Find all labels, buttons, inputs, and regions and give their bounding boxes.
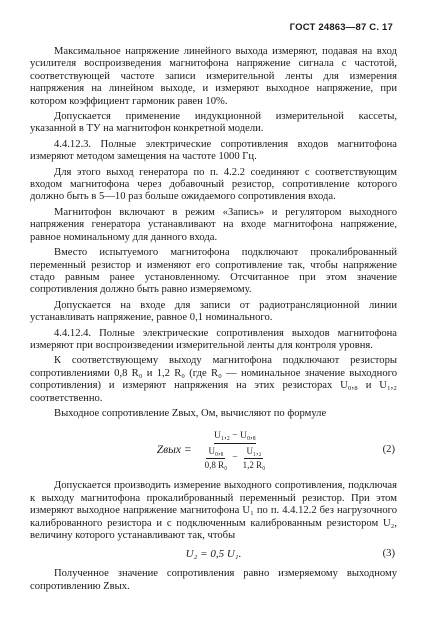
formula-output-impedance	[30, 426, 397, 474]
subfraction-numerator: U₀,₈	[206, 445, 225, 458]
paragraph: Для этого выход генератора по п. 4.2.2 соединяют с соответствующим входом магнитофона через добавочный резистор, сопротивление которого должно быть в 5—10 раз больше ожидаемого сопротивления входа.	[30, 166, 397, 203]
formula-voltage-ratio	[30, 548, 397, 562]
equation-number: (2)	[382, 444, 395, 456]
document-body	[30, 46, 397, 596]
subfraction-denominator: 0,8 R₀	[204, 459, 228, 470]
formula-lhs: Zвых =	[156, 444, 192, 457]
subfraction-numerator: U₁,₂	[244, 445, 263, 458]
formula-expression: U₂ = 0,5 U₁.	[185, 548, 242, 561]
formula-numerator: U₁,₂ − U₀,₈	[214, 430, 256, 444]
paragraph: Допускается на входе для записи от радиотрансляционной линии устанавливать напряжение, равное 0,1 номинального.	[30, 299, 397, 324]
paragraph: Вместо испытуемого магнитофона подключают прокалиброванный переменный резистор и изменяют его сопротивление так, чтобы напряжение стадо равным ранее установленному. Отсчитанное при этом значение сопротивления должно быть равно измеряемому.	[30, 247, 397, 296]
subfraction-denominator: 1,2 R₀	[242, 459, 266, 470]
paragraph: Магнитофон включают в режим «Запись» и регулятором выходного напряжения генератора устанавливают на входе магнитофона напряжение, равное номинальному для данного входа.	[30, 206, 397, 243]
formula-denominator	[200, 444, 271, 471]
paragraph: Допускается применение индукционной измерительной кассеты, указанной в ТУ на магнитофон конкретной модели.	[30, 111, 397, 135]
equation-number: (3)	[382, 548, 395, 560]
paragraph: К соответствующему выходу магнитофона подключают резисторы сопротивлениями 0,8 R₀ и 1,2 R₀ (где R₀ — номинальное значение выходного сопротивления) и измеряют напряжения на этих резисторах U₀,₈ и U₁,₂ соответственно.	[30, 355, 397, 404]
formula-subfraction	[203, 445, 230, 471]
paragraph: 4.4.12.4. Полные электрические сопротивления выходов магнитофона измеряют при воспроизведении измерительной ленты для контроля уровня.	[30, 327, 397, 351]
formula-subfraction	[241, 445, 268, 471]
formula-minus: −	[232, 452, 238, 463]
paragraph: 4.4.12.3. Полные электрические сопротивления входов магнитофона измеряют методом замещения на частоте 1000 Гц.	[30, 138, 397, 163]
paragraph: Полученное значение сопротивления равно измеряемому выходному сопротивлению Zвых.	[30, 568, 397, 592]
paragraph: Максимальное напряжение линейного выхода измеряют, подавая на вход усилителя воспроизведения магнитофона напряжение сигнала с частотой, соответствующей частоте записи измерительной ленты для измерения напряжения на линейном выходе, и измеряют выходное напряжение, при котором коэффициент гармоник равен 10%.	[30, 46, 397, 107]
page-header: ГОСТ 24863—87 С. 17	[289, 22, 393, 33]
paragraph: Допускается производить измерение выходного сопротивления, подключая к выходу магнитофона прокалиброванный переменный резистор. При этом измеряют выходное напряжение магнитофона U₁ по п. 4.4.12.2 без нагрузочного калиброванного резистора и с подключенным калиброванным резистором U₂, величину которого устанавливают так, чтобы	[30, 480, 397, 541]
formula-fraction	[200, 430, 271, 471]
paragraph: Выходное сопротивление Zвых, Ом, вычисляют по формуле	[54, 407, 327, 419]
